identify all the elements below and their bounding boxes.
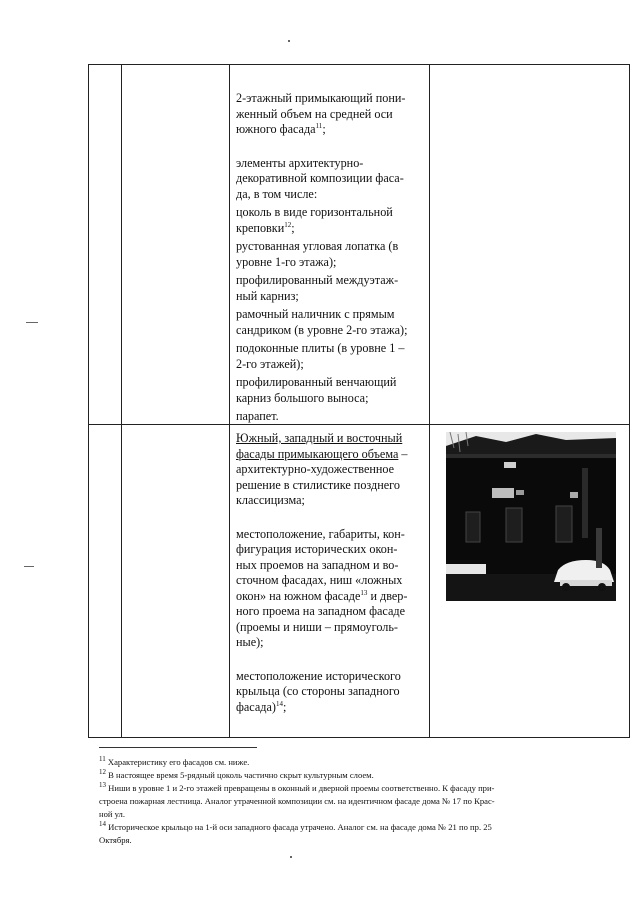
list-item-pilaster: рустованная угловая лопатка (в [236,239,399,253]
list-item-pilaster: уровне 1-го этажа); [236,254,337,269]
style-line: решение в стилистике позднего [236,477,400,492]
scan-mark [26,322,38,323]
footnote-13-cont: ной ул. [99,809,125,819]
footnote-13-cont: строена пожарная лестница. Аналог утраченной композиции см. на идентичном фасаде дома № 17 по Крас- [99,796,495,806]
list-item-parapet: парапет. [236,409,279,423]
row1-line: 2-этажный примыкающий пони- [236,91,406,105]
row1-description [236,91,422,425]
openings-line: фигурация исторических окон- [236,542,398,556]
footnote-11: $^{11}$ Характеристику его фасадов см. ниже. [99,755,250,767]
list-item-architrave: рамочный наличник с прямым [236,307,395,321]
footnote-ref-12[interactable]: 12 [284,220,292,229]
elements-line: элементы архитектурно- [236,155,364,170]
facade-photo [446,432,616,601]
facade-heading: фасады примыкающего объема – [236,446,408,461]
openings-line: ного проема на западном фасаде [236,604,406,618]
porch-line: крыльца (со стороны западного [236,684,400,698]
row1-line: южного фасада$^{11}$; [236,121,326,136]
openings-line: (проемы и ниши – прямоуголь- [236,619,398,634]
footnote-12: $^{12}$ В настоящее время 5-рядный цоколь частично скрыт культурным слоем. [99,768,374,780]
openings-line: сточном фасадах, ниш «ложных [236,573,403,587]
style-line: классицизма; [236,493,305,507]
row1-line: женный объем на средней оси [236,106,393,121]
footnote-separator [99,747,257,748]
footnotes [99,756,531,847]
elements-line: декоративной композиции фаса- [236,171,404,185]
footnote-ref-11[interactable]: 11 [315,121,323,130]
list-item-plinth: цоколь в виде горизонтальной [236,205,393,219]
openings-line: ных проемов на западном и во- [236,557,399,572]
table-top-border [88,64,630,65]
facade-heading: Южный, западный и восточный [236,431,403,445]
footnote-14-cont: Октября. [99,835,132,845]
list-item-cornice: ный карниз; [236,288,299,303]
list-item-crowning-cornice: профилированный венчающий [236,375,397,389]
list-item-crowning-cornice: карниз большого выноса; [236,390,369,405]
list-item-architrave: сандриком (в уровне 2-го этажа); [236,322,408,337]
openings-line: ные); [236,635,264,649]
porch-line: фасада)$^{14}$; [236,699,287,714]
column-divider-3 [429,64,430,738]
row2-description [236,431,422,715]
list-item-sill: подоконные плиты (в уровне 1 – [236,341,405,355]
openings-line: окон» на южном фасаде$^{13}$ и двер- [236,588,408,603]
list-item-sill: 2-го этажей); [236,356,304,371]
list-item-plinth: креповки$^{12}$; [236,220,295,235]
table-left-border [88,64,89,738]
scan-mark [288,40,290,42]
footnote-13: $^{13}$ Ниши в уровне 1 и 2-го этажей превращены в оконный и дверной проемы соответственно. К фасаду при- [99,781,495,793]
scan-mark [24,566,34,567]
table-right-border [629,64,630,738]
porch-line: местоположение исторического [236,668,401,683]
footnote-ref-14[interactable]: 14 [275,699,283,708]
facade-photo-image [446,432,616,601]
column-divider-1 [121,64,122,738]
table-bottom-border [88,737,630,738]
list-item-cornice: профилированный междуэтаж- [236,273,399,287]
elements-line: да, в том числе: [236,186,318,201]
scan-mark [290,856,292,858]
openings-line: местоположение, габариты, кон- [236,526,405,541]
footnote-ref-13[interactable]: 13 [360,588,368,597]
footnote-14: $^{14}$ Историческое крыльцо на 1-й оси западного фасада утрачено. Аналог см. на фасаде дома № 21 по пр. 25 [99,820,492,832]
column-divider-2 [229,64,230,738]
style-line: архитектурно-художественное [236,462,395,476]
